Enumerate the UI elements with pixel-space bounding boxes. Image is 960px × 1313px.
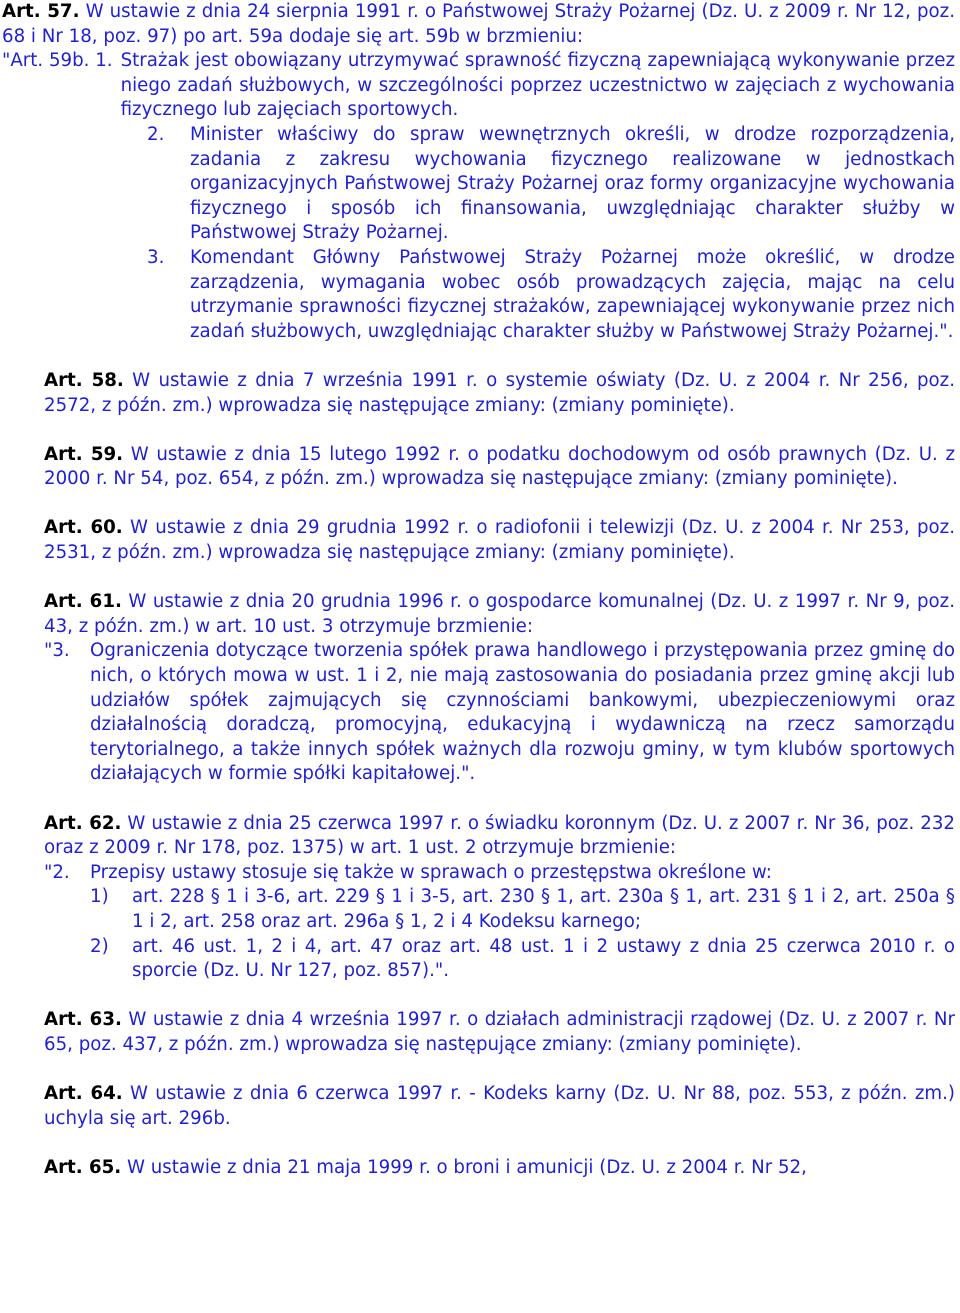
art62-quoted-paragraph xyxy=(2,861,955,886)
art61-quoted-paragraph xyxy=(2,639,955,787)
article-label: Art. 62. xyxy=(44,812,122,834)
article-text: W ustawie z dnia 7 września 1991 r. o systemie oświaty (Dz. U. z 2004 r. Nr 256, poz. 2572, z późn. zm.) wprowadza się następujące zmiany: (zmiany pominięte). xyxy=(44,369,955,416)
article-63 xyxy=(2,1008,955,1057)
article-62 xyxy=(2,812,955,861)
list-item xyxy=(2,935,955,984)
article-65 xyxy=(2,1156,955,1181)
art57-paragraph-1 xyxy=(2,49,955,123)
article-label: Art. 57. xyxy=(2,1,80,22)
art57-paragraph-3 xyxy=(2,246,955,344)
article-58 xyxy=(2,369,955,418)
article-61 xyxy=(2,590,955,639)
article-text: W ustawie z dnia 25 czerwca 1997 r. o świadku koronnym (Dz. U. z 2007 r. Nr 36, poz. 232 oraz z 2009 r. Nr 178, poz. 1375) w art. 1 ust. 2 otrzymuje brzmienie: xyxy=(44,812,955,859)
article-57 xyxy=(2,0,955,49)
paragraph-number: 2. xyxy=(147,123,165,145)
paragraph-text: Ograniczenia dotyczące tworzenia spółek prawa handlowego i przystępowania przez gminę do nich, o których mowa w ust. 1 i 2, nie mają zastosowania do posiadania przez gminę akcji lub udziałów spółek zajmujących się czynnościami bankowymi, ubezpieczeniowymi oraz działalnością doradczą, promocyjną, edukacyjną i wydawniczą na rzecz samorządu terytorialnego, a także innych spółek ważnych dla rozwoju gminy, w tym klubów sportowych działających w formie spółki kapitałowej.". xyxy=(90,640,955,785)
paragraph-number: "3. xyxy=(44,640,70,662)
list-item xyxy=(2,885,955,934)
item-number: 1) xyxy=(90,886,109,908)
article-label: Art. 65. xyxy=(44,1156,122,1178)
article-label: Art. 58. xyxy=(44,369,124,391)
item-number: 2) xyxy=(90,935,109,957)
paragraph-number: "2. xyxy=(44,861,70,883)
item-text: art. 228 § 1 i 3-6, art. 229 § 1 i 3-5, art. 230 § 1, art. 230a § 1, art. 231 § 1 i 2, art. 250a § 1 i 2, art. 258 oraz art. 296a § 1, 2 i 4 Kodeksu karnego; xyxy=(132,886,955,932)
art57-paragraph-2 xyxy=(2,123,955,246)
paragraph-number: 3. xyxy=(147,246,165,268)
item-text: art. 46 ust. 1, 2 i 4, art. 47 oraz art. 48 ust. 1 i 2 ustawy z dnia 25 czerwca 2010 r. o sporcie (Dz. U. Nr 127, poz. 857).". xyxy=(132,935,955,982)
article-text: W ustawie z dnia 6 czerwca 1997 r. - Kodeks karny (Dz. U. Nr 88, poz. 553, z późn. zm.) uchyla się art. 296b. xyxy=(44,1083,955,1129)
article-label: Art. 59. xyxy=(44,443,124,465)
article-text: W ustawie z dnia 15 lutego 1992 r. o podatku dochodowym od osób prawnych (Dz. U. z 2000 r. Nr 54, poz. 654, z późn. zm.) wprowadza się następujące zmiany: (zmiany pominięte). xyxy=(44,443,955,490)
article-label: Art. 61. xyxy=(44,591,122,613)
article-label: Art. 63. xyxy=(44,1009,122,1031)
article-text: W ustawie z dnia 29 grudnia 1992 r. o radiofonii i telewizji (Dz. U. z 2004 r. Nr 253, poz. 2531, z późn. zm.) wprowadza się następujące zmiany: (zmiany pominięte). xyxy=(44,517,955,564)
paragraph-text: Minister właściwy do spraw wewnętrznych określi, w drodze rozporządzenia, zadania z zakresu wychowania fizycznego realizowane w jednostkach organizacyjnych Państwowej Straży Pożarnej oraz formy organizacyjne wychowania fizycznego i sposób ich finansowania, uwzględniając charakter służby w Państwowej Straży Pożarnej. xyxy=(190,123,955,244)
paragraph-text: Strażak jest obowiązany utrzymywać sprawność fizyczną zapewniającą wykonywanie przez niego zadań służbowych, w szczególności poprzez uczestnictwo w zajęciach z wychowania fizycznego lub zajęciach sportowych. xyxy=(120,50,955,121)
article-64 xyxy=(2,1082,955,1131)
article-text: W ustawie z dnia 20 grudnia 1996 r. o gospodarce komunalnej (Dz. U. z 1997 r. Nr 9, poz. 43, z późn. zm.) w art. 10 ust. 3 otrzymuje brzmienie: xyxy=(44,591,955,637)
paragraph-text: Komendant Główny Państwowej Straży Pożarnej może określić, w drodze zarządzenia, wymagania wobec osób prowadzących zajęcia, mając na celu utrzymanie sprawności fizycznej strażaków, zapewniającej wykonywanie przez nich zadań służbowych, uwzględniając charakter służby w Państwowej Straży Pożarnej.". xyxy=(190,246,955,342)
paragraph-text: Przepisy ustawy stosuje się także w sprawach o przestępstwa określone w: xyxy=(90,861,772,883)
paragraph-prefix: "Art. 59b. 1. xyxy=(2,50,113,72)
article-text: W ustawie z dnia 21 maja 1999 r. o broni i amunicji (Dz. U. z 2004 r. Nr 52, xyxy=(127,1156,807,1178)
article-text: W ustawie z dnia 24 sierpnia 1991 r. o Państwowej Straży Pożarnej (Dz. U. z 2009 r. Nr 12, poz. 68 i Nr 18, poz. 97) po art. 59a dodaje się art. 59b w brzmieniu: xyxy=(2,1,955,47)
article-label: Art. 60. xyxy=(44,517,123,539)
article-59 xyxy=(2,443,955,492)
article-label: Art. 64. xyxy=(44,1083,123,1105)
article-60 xyxy=(2,516,955,565)
article-text: W ustawie z dnia 4 września 1997 r. o działach administracji rządowej (Dz. U. z 2007 r. Nr 65, poz. 437, z późn. zm.) wprowadza się następujące zmiany: (zmiany pominięte). xyxy=(44,1009,955,1055)
